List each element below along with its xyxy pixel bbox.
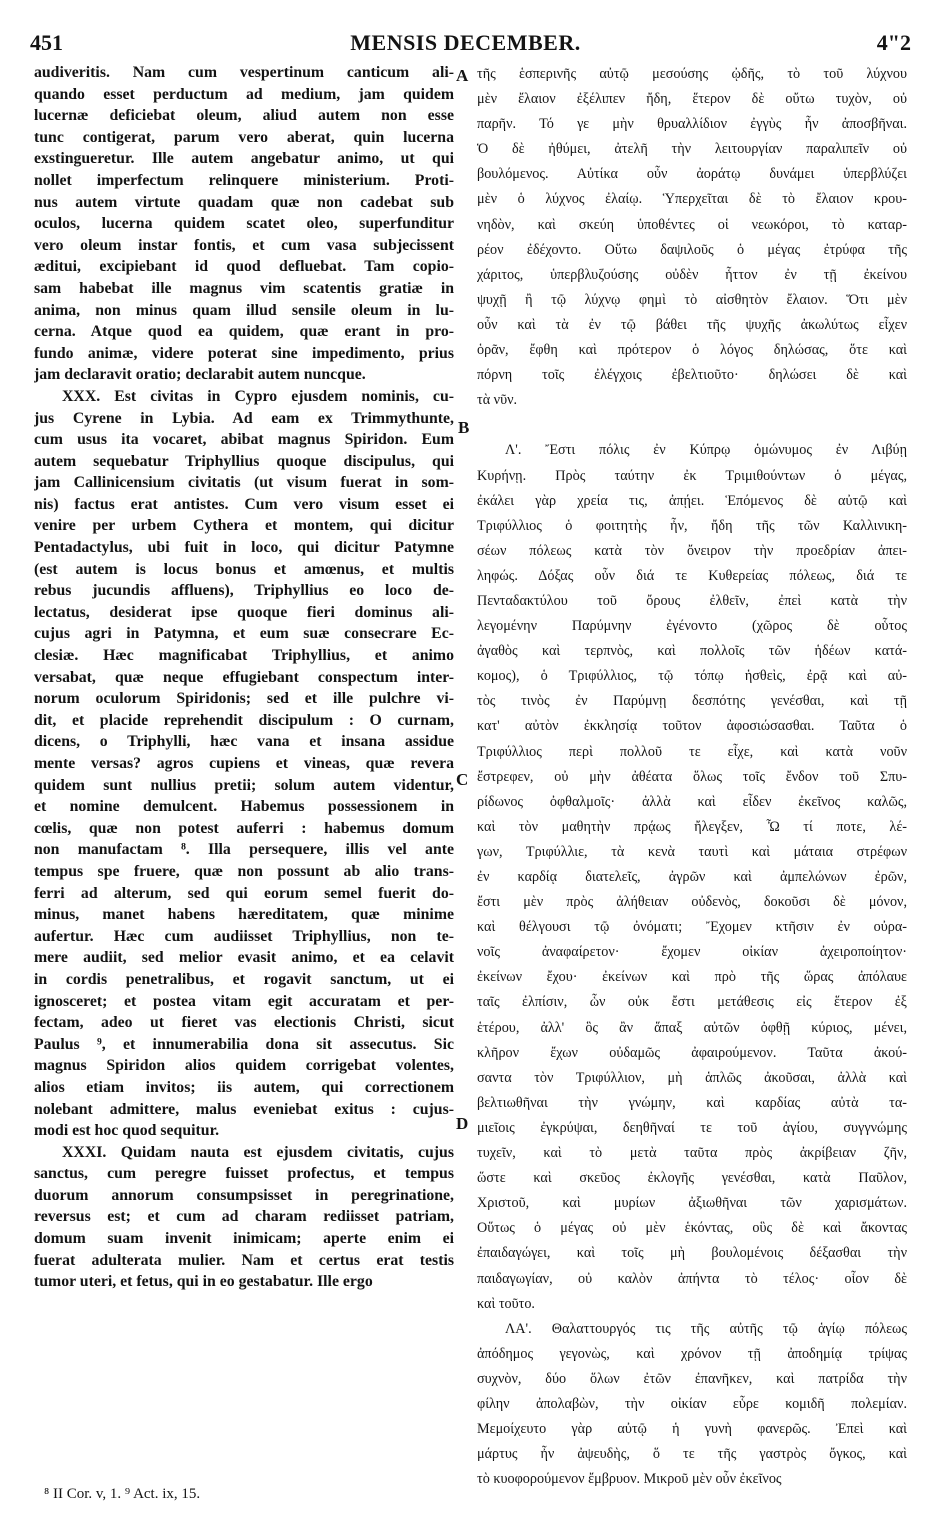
running-title: MENSIS DECEMBER. — [350, 30, 581, 55]
greek-line: λεγομένην Παρύμνην ἐγένοντο (χῶρος δὲ οὗτος — [477, 618, 907, 635]
latin-line: tempus spe fruere, quæ non possunt ab alio trans- — [34, 862, 454, 880]
greek-line: ληφώς. Δόξας οὖν διά τε Κυθερείας πόλεως, διά τε — [477, 567, 907, 584]
greek-line: γων, Τριφύλλιε, τὰ κενὰ ταυτὶ καὶ μάταια στρέφων — [477, 843, 907, 860]
greek-line: Ὁ δὲ ἠθύμει, ἀτελῆ τὴν λειτουργίαν παραλιπεῖν οὐ — [477, 141, 907, 158]
latin-line: modi est hoc quod sequitur. — [34, 1122, 220, 1140]
latin-line: versabat, quæ neque effugiebant conspectum inter- — [34, 668, 454, 686]
greek-line: ὥστε καὶ σκεῦος ἐκλογῆς γενέσθαι, κατὰ Παῦλον, — [477, 1170, 907, 1187]
marker-c: C — [456, 770, 469, 789]
greek-column — [477, 62, 907, 1492]
page-number-left: 451 — [30, 30, 63, 55]
marker-a: A — [456, 66, 469, 85]
greek-line: ἐκείνων ἔχου· ἐκείνων καὶ πρὸ τῆς ὥρας ἀπόλαυε — [477, 969, 907, 986]
latin-line: cujus agri in Patymna, et eum suæ consecrare Ec- — [34, 625, 454, 643]
latin-line: autem sequebatur Triphyllius quoque discipulus, qui — [34, 452, 454, 470]
latin-line: magnus Spiridon alios quidem corrigebat volentes, — [34, 1057, 454, 1075]
latin-line: oculos, lucerna quidem scatet oleo, superfunditur — [34, 215, 454, 233]
greek-line: νηδὸν, καὶ σκεύη ὑποθέντες οἱ νεωκόροι, τὸ καταρ- — [477, 216, 907, 233]
greek-line: νοῖς ἀναφαίρετον· ἔχομεν οἰκίαν ἀχειροποίητον· — [477, 944, 907, 961]
latin-line: fectam, adeo ut fieret vas electionis Christi, sicut — [34, 1014, 454, 1032]
greek-line: ἔστρεφεν, οὐ μὴν ἀθέατα ὅλως τοῖς ἔνδον τοῦ Σπυ- — [477, 768, 907, 785]
greek-line: μάρτυς ἦν ἀψευδὴς, ὅ τε τῆς γαστρὸς ὄγκος, καὶ — [477, 1446, 907, 1463]
latin-line: jus Cyrene in Lybia. Ad eam ex Trimmythunte, — [34, 409, 454, 427]
greek-line: Χριστοῦ, καὶ μυρίων ἀξιωθῆναι τῶν χαρισμάτων. — [477, 1195, 907, 1212]
greek-line: κομος), ὁ Τριφύλλιος, τῷ τόπῳ ἡσθεὶς, ἐρᾷ καὶ αὐ- — [477, 668, 907, 685]
latin-line: mere audiit, sed melior evasit animo, et ea celavit — [34, 949, 454, 967]
latin-line: reversus est; et cum ad charam rediisset patriam, — [34, 1208, 454, 1226]
greek-line: Κυρήνῃ. Πρὸς ταύτην ἐκ Τριμιθούντων ὁ μέγας, — [477, 467, 907, 484]
greek-line: κατ' αὐτὸν ἐκκλησίᾳ τοῦτον ἀφοσιώσασθαι. Ταῦτα ὁ — [477, 718, 907, 735]
latin-line: ferri ad alterum, sed qui eorum semel fuerit do- — [34, 884, 454, 902]
latin-line: fundo animæ, videre poterat sine impedimento, prius — [34, 344, 454, 362]
greek-line: Μεμοίχευτο γὰρ αὐτῷ ἡ γυνὴ φανερῶς. Ἐπεὶ καὶ — [477, 1421, 907, 1438]
greek-line: πόρνη τοῖς ἐλέγχοις ἐβελτιοῦτο· δηλώσει δὲ καὶ — [477, 367, 907, 384]
greek-line: καὶ θέλγουσι τῷ ὀνόματι; Ἔχομεν κτῆσιν ἐν οὐρα- — [477, 919, 907, 936]
greek-line: μιεῖοις ἐγκρύψαι, δεηθῆναί τε τοῦ ἁγίου, συγγνώμης — [477, 1119, 907, 1136]
latin-line: duorum annorum consumpsisset in peregrinatione, — [34, 1186, 454, 1204]
greek-line: τὰ νῦν. — [477, 392, 518, 409]
greek-line: ἀγαθὸς καὶ τερπνὸς, καὶ πολλοῖς τῶν ἡδέων κατά- — [477, 643, 907, 660]
latin-line: Pentadactylus, ubi fuit in loco, qui dicitur Patymne — [34, 539, 454, 557]
latin-line: jam Callinicensium civitatis (ut visum fuerat in som- — [34, 474, 454, 492]
latin-line: quidem sunt nullius pretii; solum autem videntur, — [34, 776, 454, 794]
greek-line: ρίδωνος ὀφθαλμοῖς· ἀλλὰ καὶ εἶδεν ἐκεῖνος καλῶς, — [477, 793, 907, 810]
latin-line: jam declaravit oratio; declarabit autem nuncque. — [34, 366, 366, 384]
greek-line: τῆς ἑσπερινῆς αὐτῷ μεσούσης ᾠδῆς, τὸ τοῦ λύχνου — [477, 66, 907, 82]
latin-line: cœlis, quæ non potest auferri : habemus domum — [34, 819, 454, 837]
latin-line: nollet imperfectum relinquere ministerium. Proti- — [34, 171, 454, 189]
latin-line: clesiæ. Hæc magnificabat Triphyllius, et animo — [34, 647, 454, 665]
greek-line: ἔστι μὲν πρὸς ἀλήθειαν οὐδενὸς, δοκοῦσι δὲ μόνον, — [477, 894, 907, 911]
greek-line: οὖν καὶ τὰ ἐν τῷ βάθει τῆς ψυχῆς ἀκωλύτως εἶχεν — [477, 316, 907, 333]
greek-line: συχνὸν, δύο ὅλων ἐτῶν ἐπανῆκεν, καὶ πατρίδα τὴν — [477, 1370, 907, 1387]
greek-line — [477, 413, 907, 438]
greek-line: τὸς τινὸς ἐν Παρύμνῃ δεσπότης γενέσθαι, καὶ τῇ — [477, 693, 907, 710]
greek-line: ἐν καρδίᾳ διατελεῖς, ἀγρῶν καὶ ἀμπελώνων ἐρῶν, — [477, 869, 907, 885]
latin-line: minus, manet habens hæreditatem, quæ minime — [34, 906, 454, 924]
latin-line: mente versas? agros cupiens et vineas, quæ revera — [34, 755, 454, 772]
greek-line: Λ'. Ἔστι πόλις ἐν Κύπρῳ ὁμώνυμος ἐν Λιβύῃ — [505, 442, 907, 459]
greek-line: χάριτος, ὑπερβλυζούσης οὐδὲν ἧττον ἐν τῇ ἐκείνου — [477, 266, 907, 283]
greek-line: καὶ τοῦτο. — [477, 1295, 535, 1312]
greek-line: ἐπαιδαγώγει, καὶ τοῖς μὴ βουλομένοις δέξασθαι τὴν — [477, 1245, 907, 1262]
greek-line: ὁρᾶν, ἔφθη καὶ πρότερον ὁ λόγος δηλώσας, ὅτε καὶ — [477, 342, 907, 359]
latin-line: quando esset perductum ad medium, jam quidem — [34, 85, 454, 103]
greek-line: μὲν ὁ λύχνος ἐλαίῳ. Ὑπερχεῖται δὲ τὸ ἔλαιον κρου- — [477, 191, 907, 208]
greek-line: σέων πόλεως κατὰ τὸν ὄνειρον τὴν προεδρίαν ἀπει- — [477, 542, 907, 559]
greek-line: παρῆν. Τό γε μὴν θρυαλλίδιον ἐγγὺς ἦν ἀποσβῆναι. — [477, 116, 907, 133]
marker-d: D — [456, 1114, 469, 1133]
latin-line: XXXI. Quidam nauta est ejusdem civitatis, cujus — [62, 1143, 454, 1161]
greek-line: Πενταδακτύλου τοῦ ὄρους ἐλθεῖν, ἐπεὶ κατὰ τὴν — [477, 592, 907, 609]
latin-line: nolebant admittere, malus eveniebat exitus : cujus- — [34, 1100, 454, 1118]
greek-line: βουλόμενος. Αὐτίκα οὖν ἀοράτῳ δυνάμει ὑπερβλύζει — [477, 166, 907, 183]
greek-line: κλῆρον ἔχων οὐδαμῶς ἀφαιρούμενον. Ταῦτα ἀκού- — [477, 1044, 907, 1061]
latin-line: nus autem virtute quadam quæ non cadebat sub — [34, 193, 454, 211]
latin-line: audiveritis. Nam cum vespertinum canticum ali- — [34, 64, 454, 81]
latin-line: sanctus, cum peregre fuisset profectus, et tempus — [34, 1165, 454, 1183]
greek-line: παιδαγωγίαν, οὐ καλὸν ἀπήντα τὸ τέλος· οἷον δὲ — [477, 1270, 907, 1287]
greek-line: ταῖς ἐλπίσιν, ὧν οὐκ ἔστι μετάθεσις εἰς ἕτερον ἐξ — [477, 994, 907, 1011]
latin-line: aufertur. Hæc cum audiisset Triphyllius, non te- — [34, 927, 454, 945]
latin-line: æditui, excipiebant id quod defluebat. Tam copio- — [34, 258, 454, 276]
greek-line: ΛΑ'. Θαλαττουργός τις τῆς αὐτῆς τῷ ἁγίῳ πόλεως — [505, 1320, 907, 1337]
latin-line: (est autem is locus bonus et amœnus, et multis — [34, 560, 454, 578]
greek-line: μὲν ἔλαιον ἐξέλιπεν ἤδη, ἕτερον δὲ οὔτω τυχὸν, οὐ — [477, 91, 907, 108]
latin-line: norum oculorum Spiridonis; sed et ille pulchre vi- — [34, 690, 454, 708]
marker-b: B — [458, 418, 470, 437]
greek-line: σαντα τὸν Τριφύλλιον, μὴ ἁπλῶς ἀκοῦσαι, ἀλλὰ καὶ — [477, 1069, 907, 1086]
footnotes: ⁸ II Cor. v, 1. ⁹ Act. ix, 15. — [44, 1486, 201, 1502]
greek-line: ἐκάλει γὰρ χρεία τις, ἀπῄει. Ἑπόμενος δὲ αὐτῷ καὶ — [477, 492, 907, 509]
latin-line: vero oleum instar fontis, et cum vasa subjecissent — [34, 236, 454, 254]
latin-line: tumor uteri, et fetus, qui in eo gestabatur. Ille ergo — [34, 1273, 373, 1291]
greek-line: καὶ τὸν μαθητὴν πρᾴως ἤλεγξεν, Ὦ τί ποτε, λέ- — [477, 818, 907, 835]
greek-line: ψυχῇ ἢ τῷ λύχνῳ φημὶ τὸ αἰσθητὸν ἔλαιον. Ὅτι μὲν — [477, 291, 907, 308]
latin-line: XXX. Est civitas in Cypro ejusdem nominis, cu- — [62, 387, 454, 405]
latin-line: in cordis penetralibus, et rogavit sanctum, ut ei — [34, 970, 454, 988]
latin-line: lucernæ deficiebat oleum, aliud autem non esse — [34, 107, 454, 125]
latin-line: domum suam invenit inimicam; aperte enim ei — [34, 1230, 454, 1248]
greek-line: φίλην ἀπολαβὼν, τὴν οἰκίαν εὗρε κομιδῆ πολεμίαν. — [477, 1395, 907, 1412]
latin-line: et nomine demulcent. Habemus possessionem in — [34, 798, 454, 816]
greek-line: Τριφύλλιος ὁ φοιτητὴς ἦν, ἤδη τῆς τῶν Καλλινικη- — [477, 517, 907, 534]
latin-column — [34, 62, 454, 1293]
latin-line: dit, et placide reprehendit discipulum : O curnam, — [34, 711, 454, 729]
latin-line: anima, non minus quam illud sensile oleum in lu- — [34, 301, 454, 319]
latin-line: venire per urbem Cythera et montem, qui dicitur — [34, 517, 454, 535]
latin-line: nis) factus erat antistes. Cum vero visum esset ei — [34, 495, 454, 513]
latin-line: rebus jucundis affluens), Triphyllius eo loco de- — [34, 582, 454, 600]
latin-line: fuerat adulterata mulier. Nam et certus erat testis — [34, 1251, 454, 1269]
greek-line: Οὕτως ὁ μέγας οὐ μὲν ἑκόντας, οὓς δὲ καὶ ἄκοντας — [477, 1220, 907, 1237]
greek-line: Τριφύλλιος περὶ πολλοῦ τε εἶχε, καὶ κατὰ νοῦν — [477, 743, 907, 760]
latin-line: sam habebat ille magnus vim scatentis gratiæ in — [34, 279, 454, 297]
latin-line: tunc contigerat, parum vero aberat, quin lucerna — [34, 128, 454, 146]
latin-line: cerna. Atque quod ea quidem, quæ erant in pro- — [34, 323, 454, 341]
latin-line: lectatus, desiderat ipse quoque fieri dominus ali- — [34, 603, 454, 621]
latin-line: alios etiam invitos; iis autem, qui correctionem — [34, 1078, 454, 1096]
latin-line: dicens, o Triphylli, hæc vana et insana assidue — [34, 733, 454, 751]
latin-line: exstingueretur. Ille autem angebatur animo, ut qui — [34, 150, 454, 168]
page-number-right: 4"2 — [876, 30, 911, 55]
latin-line: cum usus ita vocaret, abibat magnus Spiridon. Eum — [34, 431, 454, 449]
greek-line: ἑτέρου, ἀλλ' ὃς ἂν ἅπαξ αὐτῶν ὀφθῇ κύριος, μένει, — [477, 1019, 907, 1036]
latin-line: ignosceret; et postea vitam egit accuratam et per- — [34, 992, 454, 1010]
greek-line: ρέον ἐδέχοντο. Οὕτω δαψιλοῦς ὁ μέγας ἐτρύφα τῆς — [477, 241, 907, 258]
greek-line: τυχεῖν, καὶ τὸ μετὰ ταῦτα πρὸς ἀκρίβειαν ζῆν, — [477, 1145, 907, 1162]
greek-line: βελτιωθῆναι τὴν γνώμην, καὶ καρδίας αὐτὰ τα- — [477, 1094, 907, 1111]
latin-line: non manufactam ⁸. Illa persequere, illis vel ante — [34, 841, 454, 859]
greek-line: ἀπόδημος γεγονὼς, καὶ χρόνον τῇ ἀποδημίᾳ τρίψας — [477, 1345, 907, 1362]
greek-line: τὸ κυοφορούμενον ἔμβρυον. Μικροῦ μὲν οὖν ἐκεῖνος — [477, 1471, 782, 1488]
latin-line: Paulus ⁹, et innumerabilia dona sit assecutus. Sic — [34, 1035, 454, 1053]
